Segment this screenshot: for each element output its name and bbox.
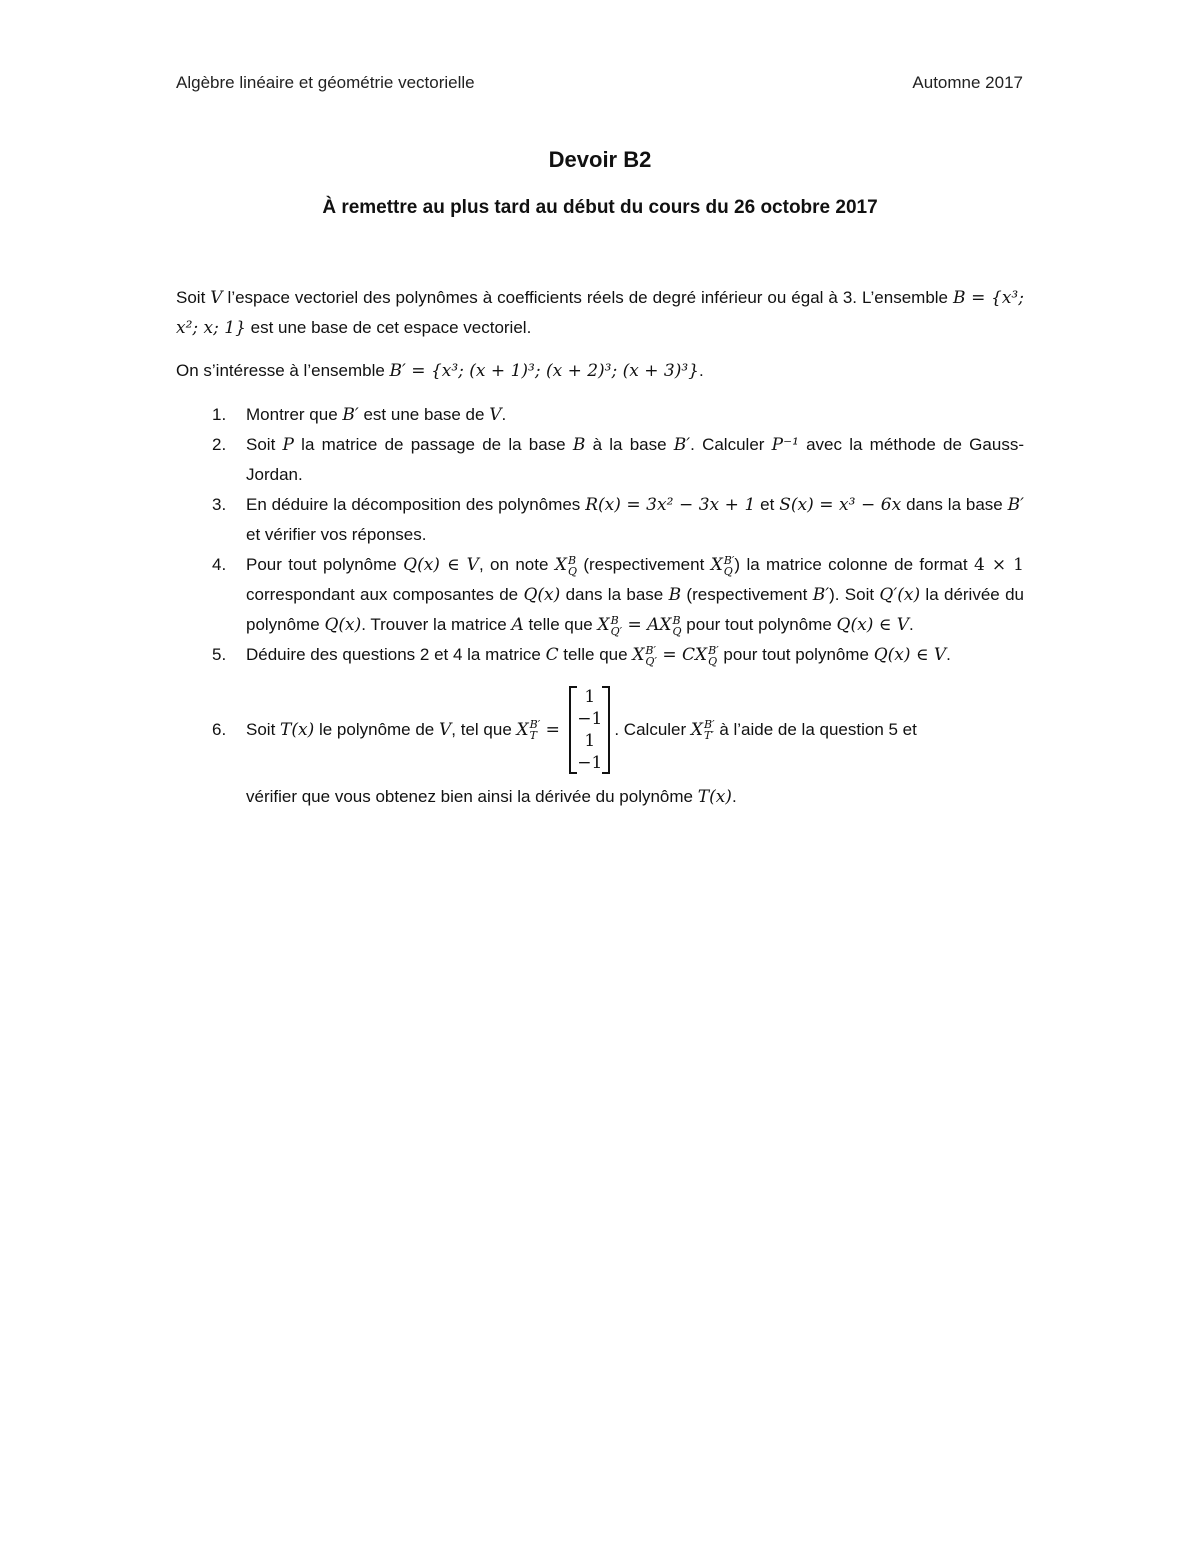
math: B′ (342, 405, 359, 425)
text: avec la méthode de Gauss-Jordan. (246, 435, 1024, 484)
math: X (516, 720, 529, 740)
math-scripts (611, 615, 623, 637)
question-6-line (246, 684, 1024, 776)
math: B (572, 435, 586, 455)
math-scripts (673, 615, 682, 637)
question-2 (176, 430, 1024, 490)
question-number: 2. (212, 435, 227, 454)
text: correspondant aux composantes de (246, 585, 524, 604)
superscript: B′ (529, 718, 541, 731)
question-5 (176, 640, 1024, 670)
text: la dérivée du polynôme (246, 585, 1024, 634)
math: A (511, 615, 524, 635)
superscript: B (610, 613, 619, 627)
math-scripts (645, 645, 657, 667)
math-set-B-prime: B′ = {x³; (x + 1)³; (x + 2)³; (x + 3)³} (389, 361, 699, 381)
question-list (176, 400, 1024, 812)
math: X (632, 645, 645, 665)
math: T(x) (280, 720, 315, 740)
math: B (668, 585, 682, 605)
math: P⁻¹ (771, 435, 799, 455)
intro-paragraph-1 (176, 283, 1024, 343)
math: B′ (812, 585, 830, 605)
question-6-line-2 (246, 782, 1024, 812)
question-4 (176, 550, 1024, 640)
math: = (540, 720, 566, 740)
text: l’espace vectoriel des polynômes à coefficients réels de degré inférieur ou égal à 3. L’ensemble (222, 288, 953, 307)
math: B′ (673, 435, 691, 455)
math: = AX (622, 615, 672, 635)
text: , tel que (451, 720, 512, 739)
text: à la base (585, 435, 674, 454)
text: pour tout polynôme (718, 645, 874, 664)
text: Montrer que (246, 405, 343, 424)
text: Soit (246, 435, 283, 454)
math: P (282, 435, 294, 455)
text: la matrice de passage de la base (293, 435, 573, 454)
text: et (755, 495, 780, 514)
math-scripts (704, 719, 715, 741)
text: . Calculer (690, 435, 772, 454)
page-header-left: Algèbre linéaire et géométrie vectorielle (176, 73, 475, 92)
text: . Calculer (614, 720, 691, 739)
question-number: 5. (212, 645, 227, 664)
subscript: Q (723, 564, 733, 578)
text: vérifier que vous obtenez bien ainsi la dérivée du polynôme (246, 787, 698, 806)
question-number: 1. (212, 405, 227, 424)
subscript: T′ (704, 729, 714, 742)
question-number: 3. (212, 495, 227, 514)
superscript: B (567, 553, 577, 567)
intro-paragraph-2 (176, 356, 1024, 386)
superscript: B′ (645, 643, 657, 657)
text: le polynôme de (318, 720, 435, 739)
subscript: Q (567, 564, 577, 578)
superscript: B′ (708, 643, 719, 657)
math-set-B: B = {x³; x²; x; 1} (176, 288, 1024, 338)
question-3 (176, 490, 1024, 550)
matrix-entry: 1 (584, 687, 596, 707)
text: pour tout polynôme (681, 615, 837, 634)
text: dans la base (901, 495, 1008, 514)
math: Q(x) (523, 585, 561, 605)
math: X (597, 615, 610, 635)
math-scripts (724, 555, 735, 577)
math: R(x) = 3x² − 3x + 1 (585, 495, 756, 515)
subscript: T (529, 729, 537, 742)
matrix-entry: −1 (577, 753, 603, 773)
text: . (731, 787, 737, 806)
column-matrix (569, 686, 610, 774)
question-6 (176, 684, 1024, 812)
math: = CX (656, 645, 708, 665)
matrix-entry: −1 (577, 709, 603, 729)
text: (respectivement (681, 585, 813, 604)
text: . (909, 615, 914, 634)
document-subtitle: À remettre au plus tard au début du cours du 26 octobre 2017 (322, 197, 878, 218)
text: . (946, 645, 951, 664)
text: Soit (246, 720, 276, 739)
math-scripts (708, 645, 719, 667)
math-scripts (530, 719, 541, 741)
question-1 (176, 400, 1024, 430)
math: X (690, 720, 703, 740)
text: Déduire des questions 2 et 4 la matrice (246, 645, 546, 664)
text: est une base de cet espace vectoriel. (245, 318, 532, 337)
math: Q′(x) (879, 585, 921, 605)
text: et vérifier vos réponses. (246, 525, 427, 544)
text: Pour tout polynôme (246, 555, 404, 574)
text: . (698, 361, 704, 380)
text: Soit (176, 288, 211, 307)
text: telle que (558, 645, 633, 664)
math: Q(x) ∈ V (403, 555, 479, 575)
math: T(x) (697, 787, 732, 807)
math: V (439, 720, 452, 740)
superscript: B′ (723, 553, 735, 567)
text: , on note (478, 555, 555, 574)
math: Q(x) ∈ V (836, 615, 910, 635)
math: X (554, 555, 567, 575)
question-number: 6. (212, 720, 227, 739)
text: à l’aide de la question 5 et (714, 720, 917, 739)
page-header-right: Automne 2017 (912, 73, 1023, 92)
text: On s’intéresse à l’ensemble (176, 361, 390, 380)
subscript: Q′ (645, 654, 657, 668)
text: . Trouver la matrice (361, 615, 512, 634)
math: S(x) = x³ − 6x (779, 495, 902, 515)
subscript: Q (672, 624, 682, 638)
matrix-entry: 1 (584, 731, 596, 751)
math: C (545, 645, 559, 665)
math: Q(x) ∈ V (873, 645, 947, 665)
text: ). Soit (829, 585, 880, 604)
text: En déduire la décomposition des polynômes (246, 495, 586, 514)
math: V (210, 288, 223, 308)
math: X (710, 555, 723, 575)
text: . (501, 405, 507, 424)
math: 4 × 1 (973, 555, 1024, 575)
subscript: Q′ (610, 624, 623, 638)
math: V (489, 405, 502, 425)
question-number: 4. (212, 555, 227, 574)
text: ) la matrice colonne de format (734, 555, 974, 574)
text: telle que (523, 615, 598, 634)
math: B′ (1007, 495, 1024, 515)
text: dans la base (560, 585, 669, 604)
superscript: B′ (704, 718, 715, 731)
text: (respectivement (576, 555, 711, 574)
math-scripts (568, 555, 577, 577)
text: est une base de (358, 405, 490, 424)
document-title: Devoir B2 (548, 147, 652, 172)
math: Q(x) (324, 615, 362, 635)
subscript: Q (708, 654, 718, 668)
superscript: B (672, 613, 681, 627)
